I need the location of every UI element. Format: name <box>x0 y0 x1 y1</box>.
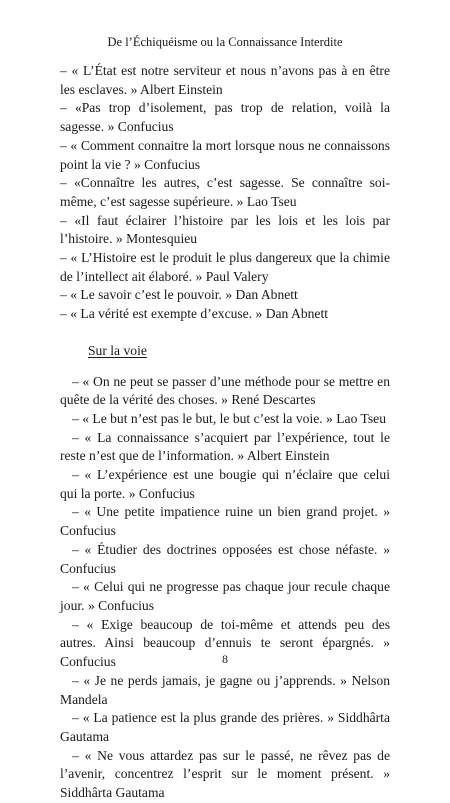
quote-paragraph: – « Le savoir c’est le pouvoir. » Dan Abnett <box>60 287 298 303</box>
quote-paragraph: – « La patience est la plus grande des prières. » Siddhârta Gautama <box>60 710 390 744</box>
page-body <box>60 62 390 803</box>
quote-paragraph: – « L’État est notre serviteur et nous n’avons pas à en être les esclaves. » Albert Einstein <box>60 63 390 97</box>
quote-paragraph: – « Une petite impatience ruine un bien grand projet. » Confucius <box>60 504 390 539</box>
quote-paragraph: – « Comment connaitre la mort lorsque nous ne connaissons point la vie ? » Confucius <box>60 137 390 172</box>
section-heading: Sur la voie <box>88 342 147 358</box>
quote-paragraph: – « Je ne perds jamais, je gagne ou j’apprends. » Nelson Mandela <box>60 672 390 707</box>
quote-paragraph: – « Le but n’est pas le but, le but c’est la voie. » Lao Tseu <box>72 410 387 426</box>
quote-paragraph: – « On ne peut se passer d’une méthode pour se mettre en quête de la vérité des choses. » René Descartes <box>60 373 390 408</box>
quote-paragraph: – « La vérité est exempte d’excuse. » Dan Abnett <box>60 306 329 322</box>
quote-paragraph: – « Celui qui ne progresse pas chaque jour recule chaque jour. » Confucius <box>60 579 390 613</box>
quote-paragraph: – « L’Histoire est le produit le plus dangereux que la chimie de l’intellect ait élaboré. » Paul Valery <box>60 250 390 284</box>
quote-paragraph: – «Connaître les autres, c’est sagesse. Se connaître soi-même, c’est sagesse supérieure. » Lao Tseu <box>60 175 390 209</box>
quote-paragraph: – « Étudier des doctrines opposées est chose néfaste. » Confucius <box>60 541 390 576</box>
quote-paragraph: – «Pas trop d’isolement, pas trop de relation, voilà la sagesse. » Confucius <box>60 100 390 135</box>
page-number: 8 <box>222 652 228 666</box>
quote-paragraph: – « Ne vous attardez pas sur le passé, ne rêvez pas de l’avenir, concentrez l’esprit sur le moment présent. » Siddhârta Gautama <box>60 747 390 801</box>
running-header: De l’Échiquéisme ou la Connaissance Interdite <box>107 35 343 49</box>
quote-paragraph: – « L’expérience est une bougie qui n’éclaire que celui qui la porte. » Confucius <box>60 467 390 501</box>
quote-paragraph: – «Il faut éclairer l’histoire par les lois et les lois par l’histoire. » Montesquieu <box>60 212 390 247</box>
quote-paragraph: – « La connaissance s’acquiert par l’expérience, tout le reste n’est que de l’information. » Albert Einstein <box>60 429 390 464</box>
quote-paragraph: – « Exige beaucoup de toi-même et attends peu des autres. Ainsi beaucoup d’ennuis te seront épargnés. » Confucius <box>60 616 390 670</box>
